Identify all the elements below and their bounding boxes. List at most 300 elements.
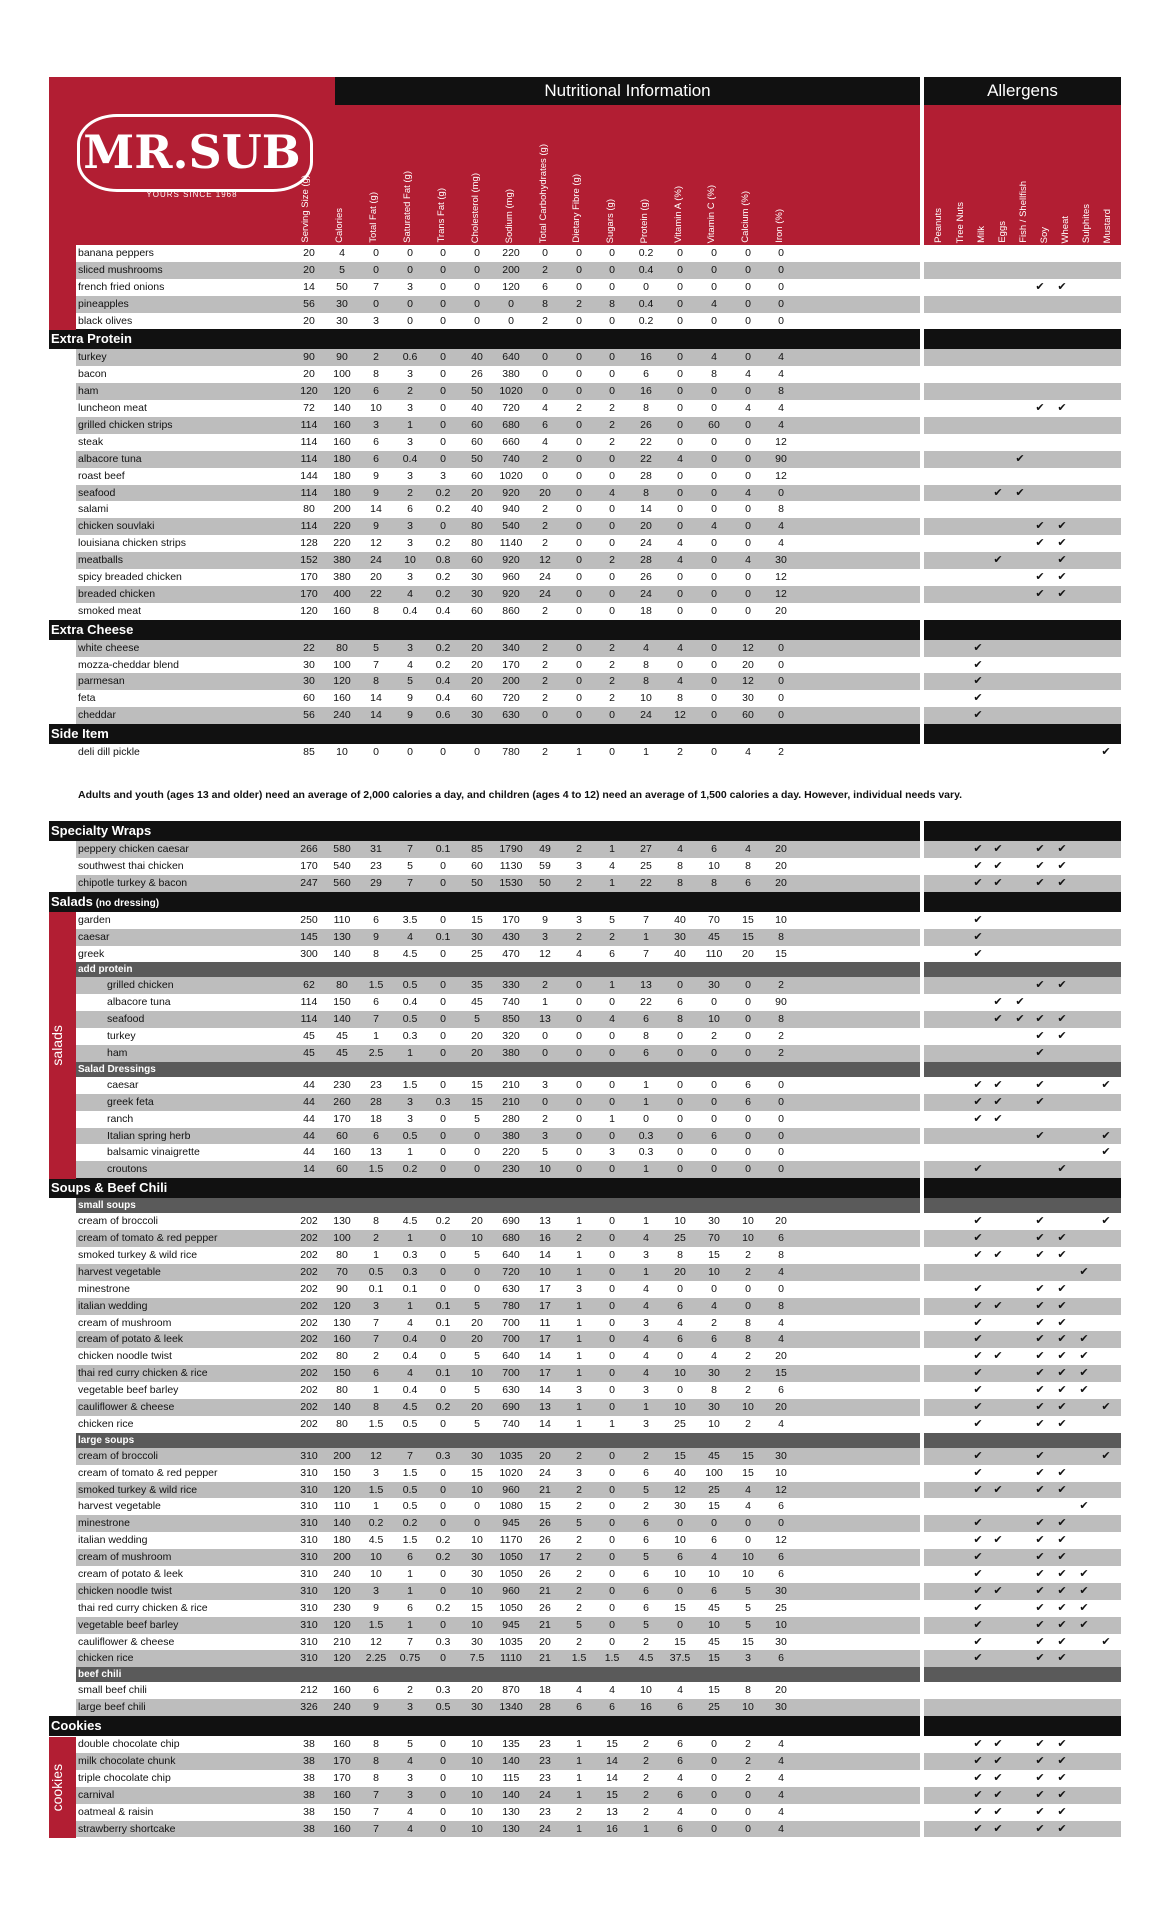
- nutrition-value: 0.4: [402, 604, 418, 617]
- check-icon: ✔: [993, 859, 1003, 872]
- nutrition-value: 0: [576, 385, 582, 398]
- nutrition-value: 0: [609, 503, 615, 516]
- nutrition-value: 202: [300, 1400, 318, 1413]
- nutrition-value: 6: [643, 1013, 649, 1026]
- table-row: [49, 1753, 1121, 1770]
- nutrition-value: 2: [677, 746, 683, 759]
- nutrition-value: 0: [542, 385, 548, 398]
- nutrition-value: 114: [300, 996, 318, 1009]
- nutrition-value: 0: [778, 709, 784, 722]
- nutrition-value: 0: [474, 746, 480, 759]
- nutrition-value: 0: [745, 280, 751, 293]
- nutrition-value: 380: [333, 554, 351, 567]
- check-icon: ✔: [973, 1215, 983, 1228]
- nutrition-value: 4: [407, 1805, 413, 1818]
- nutrition-value: 30: [471, 1551, 483, 1564]
- nutrition-value: 8: [643, 1030, 649, 1043]
- nutrition-value: 24: [539, 1788, 551, 1801]
- nutrition-value: 56: [303, 297, 315, 310]
- nutrition-value: 1020: [499, 1466, 523, 1479]
- nutrition-value: 0: [440, 1483, 446, 1496]
- nutrition-value: 120: [300, 604, 318, 617]
- nutrition-value: 0: [609, 571, 615, 584]
- nutrition-value: 6: [373, 913, 379, 926]
- row-allergen-background: [924, 468, 1121, 485]
- nutrition-value: 22: [640, 996, 652, 1009]
- nutrition-value: 0: [745, 1112, 751, 1125]
- nutrition-value: 8: [643, 402, 649, 415]
- nutrition-value: 80: [336, 979, 348, 992]
- nutrition-value: 1170: [499, 1534, 523, 1547]
- row-allergen-background: [924, 1650, 1121, 1667]
- row-allergen-background: [924, 1482, 1121, 1499]
- nutrition-value: 38: [303, 1822, 315, 1835]
- section-header: [49, 620, 1121, 640]
- check-icon: ✔: [1057, 876, 1067, 889]
- check-icon: ✔: [1035, 1299, 1045, 1312]
- nutrition-value: 1: [643, 1215, 649, 1228]
- nutrition-value: 50: [336, 280, 348, 293]
- table-row: [49, 586, 1121, 603]
- nutrition-value: 3: [407, 435, 413, 448]
- nutrition-value: 0: [711, 1046, 717, 1059]
- nutrition-column-header: Serving Size (g): [300, 175, 311, 243]
- nutrition-value: 8: [373, 675, 379, 688]
- nutrition-value: 4: [643, 1299, 649, 1312]
- nutrition-value: 15: [471, 1095, 483, 1108]
- check-icon: ✔: [1057, 1282, 1067, 1295]
- check-icon: ✔: [1079, 1333, 1089, 1346]
- nutrition-value: 6: [677, 1701, 683, 1714]
- check-icon: ✔: [1079, 1568, 1089, 1580]
- nutrition-value: 200: [333, 1551, 351, 1564]
- nutrition-value: 15: [742, 1635, 754, 1648]
- nutrition-value: 2: [542, 452, 548, 465]
- nutrition-value: 4: [542, 402, 548, 415]
- item-name: chicken rice: [78, 1417, 134, 1430]
- nutrition-value: 2: [407, 486, 413, 499]
- nutrition-value: 470: [502, 947, 520, 960]
- check-icon: ✔: [1057, 1299, 1067, 1312]
- nutrition-value: 0.2: [368, 1517, 384, 1530]
- check-icon: ✔: [993, 876, 1003, 889]
- nutrition-value: 1: [576, 1367, 582, 1380]
- row-allergen-background: [924, 262, 1121, 279]
- nutrition-value: 6: [677, 1333, 683, 1346]
- check-icon: ✔: [1035, 1129, 1045, 1142]
- nutrition-value: 12: [370, 537, 382, 550]
- check-icon: ✔: [973, 1771, 983, 1784]
- check-icon: ✔: [1035, 1400, 1045, 1413]
- nutrition-value: 0: [745, 587, 751, 600]
- allergen-column-header: Wheat: [1060, 215, 1071, 243]
- nutrition-value: 0: [576, 1030, 582, 1043]
- nutrition-value: 0: [677, 419, 683, 432]
- nutrition-value: 5: [474, 1112, 480, 1125]
- nutrition-value: 0: [677, 520, 683, 533]
- nutrition-value: 20: [370, 571, 382, 584]
- nutrition-value: 10: [775, 913, 787, 926]
- nutrition-value: 0: [711, 675, 717, 688]
- check-icon: ✔: [1057, 1163, 1067, 1176]
- nutrition-value: 202: [300, 1316, 318, 1329]
- nutrition-value: 60: [471, 435, 483, 448]
- item-name: southwest thai chicken: [78, 859, 184, 872]
- check-icon: ✔: [1035, 1248, 1045, 1261]
- nutrition-value: 0: [609, 385, 615, 398]
- nutrition-value: 310: [300, 1500, 318, 1513]
- nutrition-value: 1.5: [368, 1417, 384, 1430]
- column-gap: [920, 1433, 924, 1448]
- nutrition-value: 5: [474, 1350, 480, 1363]
- column-gap: [920, 962, 924, 977]
- nutrition-value: 3: [407, 1771, 413, 1784]
- nutrition-value: 2: [609, 675, 615, 688]
- row-allergen-background: [924, 1787, 1121, 1804]
- nutrition-value: 114: [300, 1013, 318, 1026]
- nutrition-value: 2: [407, 1684, 413, 1697]
- nutrition-value: 60: [336, 1129, 348, 1142]
- nutrition-value: 210: [502, 1078, 520, 1091]
- nutrition-value: 0: [440, 1466, 446, 1479]
- nutrition-value: 0: [677, 402, 683, 415]
- check-icon: ✔: [1057, 1417, 1067, 1430]
- nutrition-value: 0: [609, 351, 615, 364]
- check-icon: ✔: [973, 1384, 983, 1397]
- subsection-title: beef chili: [76, 1667, 1121, 1682]
- table-row: [49, 875, 1121, 892]
- nutrition-value: 30: [708, 979, 720, 992]
- nutrition-value: 30: [303, 675, 315, 688]
- nutrition-value: 120: [333, 1483, 351, 1496]
- check-icon: ✔: [973, 709, 983, 722]
- nutrition-value: 26: [640, 419, 652, 432]
- nutrition-value: 180: [333, 1534, 351, 1547]
- check-icon: ✔: [1035, 571, 1045, 584]
- section-title: [51, 894, 159, 909]
- nutrition-value: 0: [677, 1112, 683, 1125]
- nutrition-value: 0: [576, 368, 582, 381]
- nutrition-value: 0.6: [402, 351, 418, 364]
- nutrition-value: 2: [576, 930, 582, 943]
- check-icon: ✔: [973, 1822, 983, 1835]
- nutrition-value: 6: [677, 1299, 683, 1312]
- nutrition-value: 60: [471, 692, 483, 705]
- nutrition-value: 310: [300, 1568, 318, 1580]
- nutrition-value: 0: [745, 419, 751, 432]
- nutrition-value: 920: [502, 554, 520, 567]
- table-row: [49, 1617, 1121, 1634]
- nutrition-value: 0: [745, 1788, 751, 1801]
- nutrition-value: 0.4: [638, 263, 654, 276]
- nutrition-value: 4: [609, 1013, 615, 1026]
- nutrition-value: 30: [775, 1635, 787, 1648]
- nutrition-value: 8: [778, 385, 784, 398]
- nutrition-value: 4: [677, 641, 683, 654]
- nutrition-value: 9: [407, 709, 413, 722]
- table-row: [49, 1144, 1121, 1161]
- nutrition-value: 38: [303, 1771, 315, 1784]
- nutrition-value: 0: [778, 1517, 784, 1530]
- nutrition-value: 2: [609, 641, 615, 654]
- nutrition-value: 160: [333, 1146, 351, 1159]
- check-icon: ✔: [1057, 1534, 1067, 1547]
- nutrition-value: 380: [333, 571, 351, 584]
- nutrition-value: 2: [778, 979, 784, 992]
- nutrition-value: 60: [471, 469, 483, 482]
- nutrition-value: 25: [708, 1483, 720, 1496]
- nutrition-value: 6: [778, 1500, 784, 1513]
- nutrition-value: 0: [609, 1618, 615, 1631]
- row-allergen-background: [924, 383, 1121, 400]
- nutrition-value: 0: [711, 996, 717, 1009]
- nutrition-value: 4.5: [402, 1215, 418, 1228]
- nutrition-value: 0: [745, 503, 751, 516]
- nutrition-value: 2: [542, 692, 548, 705]
- nutrition-value: 0: [745, 1163, 751, 1176]
- nutrition-value: 114: [300, 486, 318, 499]
- table-row: [49, 1736, 1121, 1753]
- check-icon: ✔: [1057, 979, 1067, 992]
- table-row: [49, 744, 1121, 761]
- table-row: [49, 1821, 1121, 1838]
- nutrition-value: 8: [711, 1384, 717, 1397]
- item-name: italian wedding: [78, 1299, 148, 1312]
- nutrition-value: 22: [640, 452, 652, 465]
- nutrition-value: 0.3: [638, 1129, 654, 1142]
- nutrition-value: 680: [502, 1232, 520, 1245]
- nutrition-value: 4: [609, 1684, 615, 1697]
- nutrition-value: 1: [643, 1400, 649, 1413]
- check-icon: ✔: [973, 1333, 983, 1346]
- nutrition-value: 1790: [499, 843, 523, 856]
- nutrition-value: 8: [373, 1771, 379, 1784]
- nutrition-value: 40: [674, 913, 686, 926]
- nutrition-value: 740: [502, 1417, 520, 1430]
- nutrition-value: 60: [471, 604, 483, 617]
- nutrition-value: 1340: [499, 1701, 523, 1714]
- nutrition-value: 5: [542, 1146, 548, 1159]
- nutrition-value: 6: [609, 1701, 615, 1714]
- nutrition-value: 160: [333, 1684, 351, 1697]
- nutrition-column-header: Dietary Fibre (g): [571, 174, 582, 243]
- nutrition-value: 0: [440, 746, 446, 759]
- nutrition-value: 1.5: [402, 1078, 418, 1091]
- nutrition-value: 0: [440, 859, 446, 872]
- check-icon: ✔: [1057, 843, 1067, 856]
- check-icon: ✔: [1035, 1095, 1045, 1108]
- nutrition-table: [49, 245, 1121, 1837]
- check-icon: ✔: [993, 486, 1003, 499]
- nutrition-value: 2: [643, 1738, 649, 1751]
- nutrition-value: 6: [542, 280, 548, 293]
- nutrition-value: 4.5: [368, 1534, 384, 1547]
- nutrition-value: 14: [539, 1417, 551, 1430]
- nutrition-value: 0: [711, 314, 717, 327]
- nutrition-value: 14: [370, 503, 382, 516]
- calorie-notice-text: Adults and youth (ages 13 and older) need an average of 2,000 calories a day, and children (ages 4 to 12) need an average of 1,500 calories a day. However, individual needs vary.: [78, 789, 963, 802]
- column-gap: [920, 1667, 924, 1682]
- item-name: chicken noodle twist: [78, 1584, 172, 1597]
- nutrition-value: 0.5: [402, 1417, 418, 1430]
- nutrition-value: 13: [640, 979, 652, 992]
- nutrition-value: 0: [745, 537, 751, 550]
- item-name: vegetable beef barley: [78, 1618, 179, 1631]
- nutrition-value: 23: [539, 1738, 551, 1751]
- check-icon: ✔: [1057, 554, 1067, 567]
- nutrition-value: 210: [333, 1635, 351, 1648]
- nutrition-value: 4: [778, 402, 784, 415]
- row-allergen-background: [924, 707, 1121, 724]
- nutrition-value: 85: [303, 746, 315, 759]
- nutrition-value: 3: [542, 930, 548, 943]
- nutrition-value: 0: [677, 280, 683, 293]
- nutrition-value: 0.2: [638, 247, 654, 259]
- nutrition-value: 26: [640, 571, 652, 584]
- nutrition-value: 90: [336, 1282, 348, 1295]
- nutrition-value: 24: [539, 1466, 551, 1479]
- nutrition-value: 0.4: [402, 452, 418, 465]
- check-icon: ✔: [1101, 1215, 1111, 1228]
- nutrition-value: 0.2: [435, 486, 451, 499]
- check-icon: ✔: [1015, 996, 1025, 1009]
- section-header: [49, 329, 1121, 349]
- nutrition-value: 0: [609, 1466, 615, 1479]
- check-icon: ✔: [973, 658, 983, 671]
- nutrition-value: 15: [708, 1684, 720, 1697]
- item-name: steak: [78, 435, 104, 448]
- table-row: [49, 1482, 1121, 1499]
- nutrition-value: 640: [502, 1350, 520, 1363]
- nutrition-value: 0: [711, 554, 717, 567]
- check-icon: ✔: [973, 1282, 983, 1295]
- row-allergen-background: [924, 296, 1121, 313]
- nutrition-column-header: Vitamin A (%): [673, 186, 684, 243]
- nutrition-value: 0: [576, 280, 582, 293]
- nutrition-value: 3: [407, 1701, 413, 1714]
- nutrition-value: 1050: [499, 1568, 523, 1580]
- nutrition-value: 6: [407, 1601, 413, 1614]
- nutrition-value: 0: [576, 641, 582, 654]
- nutrition-value: 0: [745, 1146, 751, 1159]
- check-icon: ✔: [1035, 280, 1045, 293]
- nutrition-value: 0: [609, 280, 615, 293]
- row-allergen-background: [924, 1804, 1121, 1821]
- nutrition-value: 0: [778, 658, 784, 671]
- nutrition-value: 140: [333, 1013, 351, 1026]
- check-icon: ✔: [1035, 1788, 1045, 1801]
- nutrition-value: 40: [471, 503, 483, 516]
- nutrition-value: 6: [677, 996, 683, 1009]
- nutrition-value: 0.3: [402, 1030, 418, 1043]
- nutrition-value: 0: [474, 1265, 480, 1278]
- nutrition-value: 860: [502, 604, 520, 617]
- nutrition-value: 4: [778, 1822, 784, 1835]
- nutrition-value: 10: [742, 1551, 754, 1564]
- check-icon: ✔: [1035, 979, 1045, 992]
- nutrition-value: 26: [539, 1568, 551, 1580]
- table-row: [49, 1787, 1121, 1804]
- table-row: [49, 1549, 1121, 1566]
- nutrition-value: 150: [333, 996, 351, 1009]
- nutrition-value: 0: [711, 692, 717, 705]
- check-icon: ✔: [1035, 1618, 1045, 1631]
- nutrition-value: 0: [576, 419, 582, 432]
- nutrition-value: 1: [407, 419, 413, 432]
- row-allergen-background: [924, 400, 1121, 417]
- nutrition-value: 44: [303, 1129, 315, 1142]
- row-allergen-background: [924, 518, 1121, 535]
- nutrition-value: 0: [440, 979, 446, 992]
- check-icon: ✔: [973, 1232, 983, 1245]
- nutrition-value: 1: [643, 1163, 649, 1176]
- nutrition-value: 8: [643, 675, 649, 688]
- nutrition-value: 17: [539, 1551, 551, 1564]
- row-allergen-background: [924, 657, 1121, 674]
- check-icon: ✔: [1035, 1013, 1045, 1026]
- nutrition-value: 1: [643, 1095, 649, 1108]
- nutrition-value: 15: [775, 947, 787, 960]
- nutrition-value: 0: [609, 1551, 615, 1564]
- nutrition-value: 2: [711, 1030, 717, 1043]
- nutrition-column-header: Sodium (mg): [504, 188, 515, 243]
- nutrition-value: 72: [303, 402, 315, 415]
- nutrition-value: 160: [333, 419, 351, 432]
- nutrition-value: 330: [502, 979, 520, 992]
- nutrition-value: 0: [440, 1163, 446, 1176]
- nutrition-value: 4: [643, 1367, 649, 1380]
- section-title-text: Extra Protein: [51, 331, 132, 347]
- nutrition-value: 5: [474, 1384, 480, 1397]
- nutrition-value: 0: [576, 675, 582, 688]
- nutrition-value: 0: [373, 247, 379, 259]
- nutrition-value: 0: [677, 503, 683, 516]
- nutrition-value: 16: [640, 1701, 652, 1714]
- nutrition-value: 202: [300, 1350, 318, 1363]
- nutrition-value: 0: [576, 503, 582, 516]
- nutrition-value: 0: [440, 1618, 446, 1631]
- check-icon: ✔: [1079, 1384, 1089, 1397]
- check-icon: ✔: [1057, 1013, 1067, 1026]
- nutrition-value: 14: [539, 1248, 551, 1261]
- check-icon: ✔: [973, 1449, 983, 1462]
- nutrition-value: 0: [407, 297, 413, 310]
- nutrition-value: 0: [440, 280, 446, 293]
- nutrition-value: 7: [373, 1822, 379, 1835]
- nutrition-value: 170: [333, 1112, 351, 1125]
- column-gap: [920, 1062, 924, 1077]
- nutrition-value: 4: [745, 746, 751, 759]
- item-name: smoked turkey & wild rice: [78, 1483, 198, 1496]
- row-allergen-background: [924, 1549, 1121, 1566]
- nutrition-value: 4: [711, 520, 717, 533]
- table-row: [49, 535, 1121, 552]
- nutrition-value: 10: [471, 1618, 483, 1631]
- nutrition-value: 12: [775, 435, 787, 448]
- nutrition-value: 28: [370, 1095, 382, 1108]
- nutrition-value: 1530: [499, 876, 523, 889]
- check-icon: ✔: [973, 1738, 983, 1751]
- nutrition-value: 60: [471, 859, 483, 872]
- nutrition-value: 13: [539, 1013, 551, 1026]
- nutrition-value: 2: [373, 351, 379, 364]
- nutrition-value: 0: [440, 368, 446, 381]
- nutrition-value: 2: [643, 1449, 649, 1462]
- table-row: [49, 262, 1121, 279]
- nutrition-value: 8: [373, 368, 379, 381]
- nutrition-value: 0: [711, 1163, 717, 1176]
- nutrition-value: 20: [471, 1030, 483, 1043]
